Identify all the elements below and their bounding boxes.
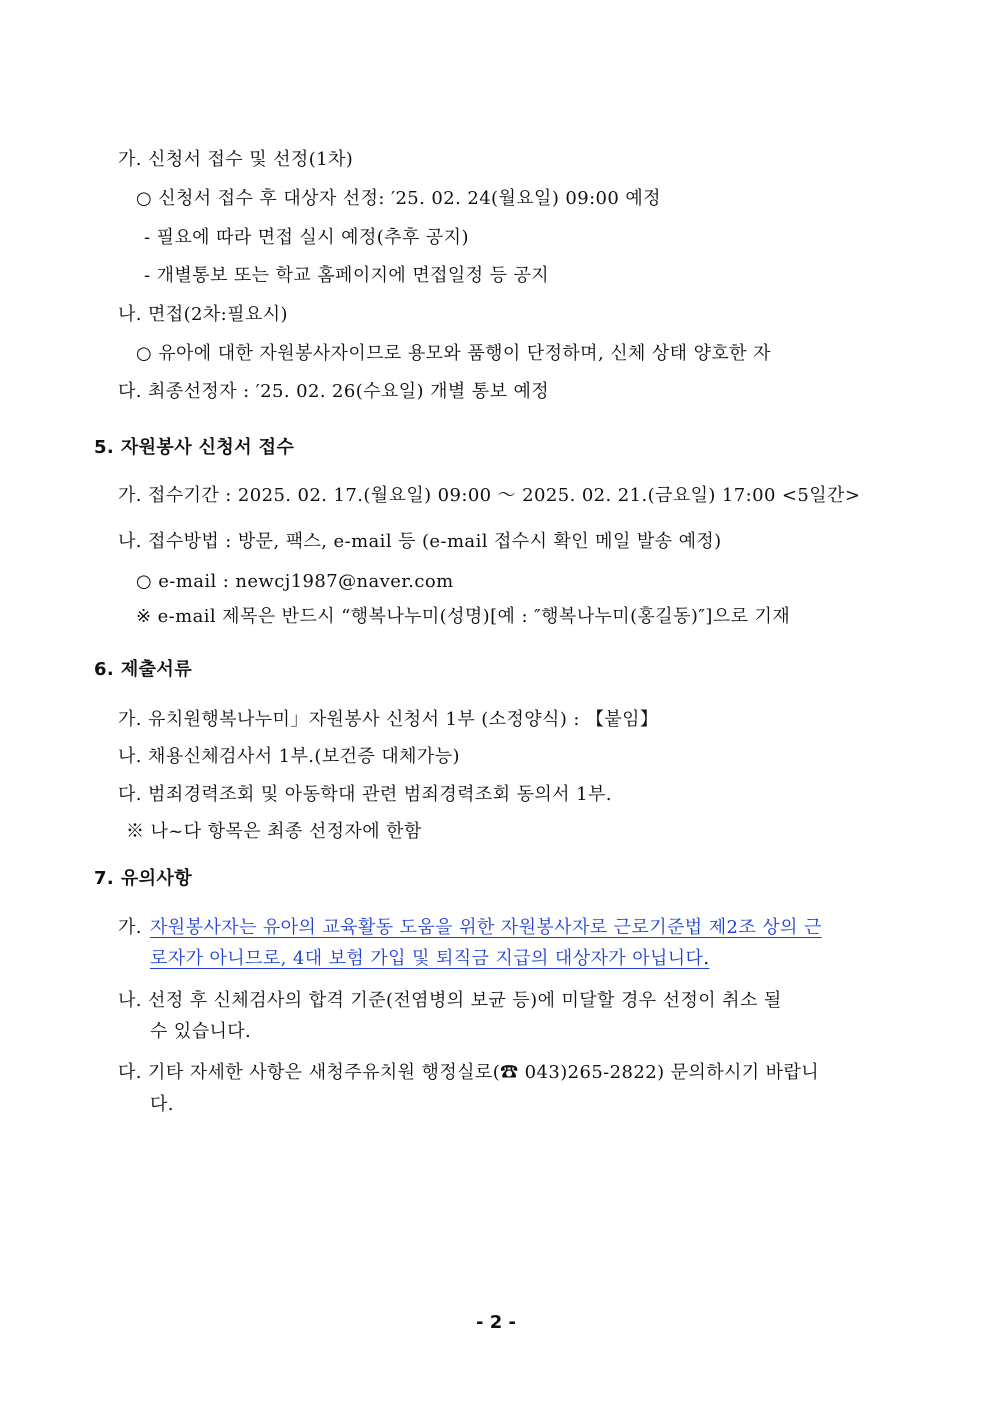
item-notice-note: - 개별통보 또는 학교 홈페이지에 면접일정 등 공지 (144, 265, 550, 286)
item-contact-line2: 다. (150, 1094, 174, 1115)
section-7-heading: 7. 유의사항 (94, 868, 192, 889)
item-interview-criteria: ○ 유아에 대한 자원봉사자이므로 용모와 품행이 단정하며, 신체 상태 양호한 자 (136, 343, 771, 364)
item-application-period: 가. 접수기간 : 2025. 02. 17.(월요일) 09:00 ～ 2025. 02. 21.(금요일) 17:00 <5일간> (118, 485, 861, 506)
item-ga-selection: 가. 신청서 접수 및 선정(1차) (118, 149, 354, 170)
item-da-final: 다. 최종선정자 : ′25. 02. 26(수요일) 개별 통보 예정 (118, 381, 550, 402)
item-contact-line1: 다. 기타 자세한 사항은 새청주유치원 행정실로(☎ 043)265-2822) 문의하시기 바랍니 (118, 1062, 820, 1083)
item-health-check: 나. 채용신체검사서 1부.(보건증 대체가능) (118, 746, 460, 767)
item-volunteer-status-line2: 로자가 아니므로, 4대 보험 가입 및 퇴직금 지급의 대상자가 아닙니다. (150, 948, 710, 969)
item-health-criteria-line1: 나. 선정 후 신체검사의 합격 기준(전염병의 보균 등)에 미달할 경우 선정이 취소 될 (118, 990, 782, 1011)
item-interview-note: - 필요에 따라 면접 실시 예정(추후 공지) (144, 227, 469, 248)
item-criminal-check: 다. 범죄경력조회 및 아동학대 관련 범죄경력조회 동의서 1부. (118, 784, 612, 805)
item-selection-date: ○ 신청서 접수 후 대상자 선정: ′25. 02. 24(월요일) 09:00 예정 (136, 188, 661, 209)
item-final-only-note: ※ 나~다 항목은 최종 선정자에 한함 (126, 821, 422, 842)
item-application-method: 나. 접수방법 : 방문, 팩스, e-mail 등 (e-mail 접수시 확인 메일 발송 예정) (118, 531, 722, 552)
section-5-heading: 5. 자원봉사 신청서 접수 (94, 437, 295, 458)
item-email-subject-note: ※ e-mail 제목은 반드시 “행복나누미(성명)[예 : ″행복나누미(홍길동)″]으로 기재 (136, 606, 791, 627)
item-ga-prefix: 가. (118, 917, 142, 938)
item-volunteer-status-line1: 자원봉사자는 유아의 교육활동 도움을 위한 자원봉사자로 근로기준법 제2조 상의 근 (150, 917, 822, 938)
item-email-address: ○ e-mail : newcj1987@naver.com (136, 571, 454, 592)
section-6-heading: 6. 제출서류 (94, 659, 192, 680)
page-number: - 2 - (476, 1312, 516, 1333)
item-application-form: 가. 유치원행복나누미」자원봉사 신청서 1부 (소정양식) : 【붙임】 (118, 709, 659, 730)
item-health-criteria-line2: 수 있습니다. (150, 1021, 252, 1042)
item-na-interview: 나. 면접(2차:필요시) (118, 304, 288, 325)
